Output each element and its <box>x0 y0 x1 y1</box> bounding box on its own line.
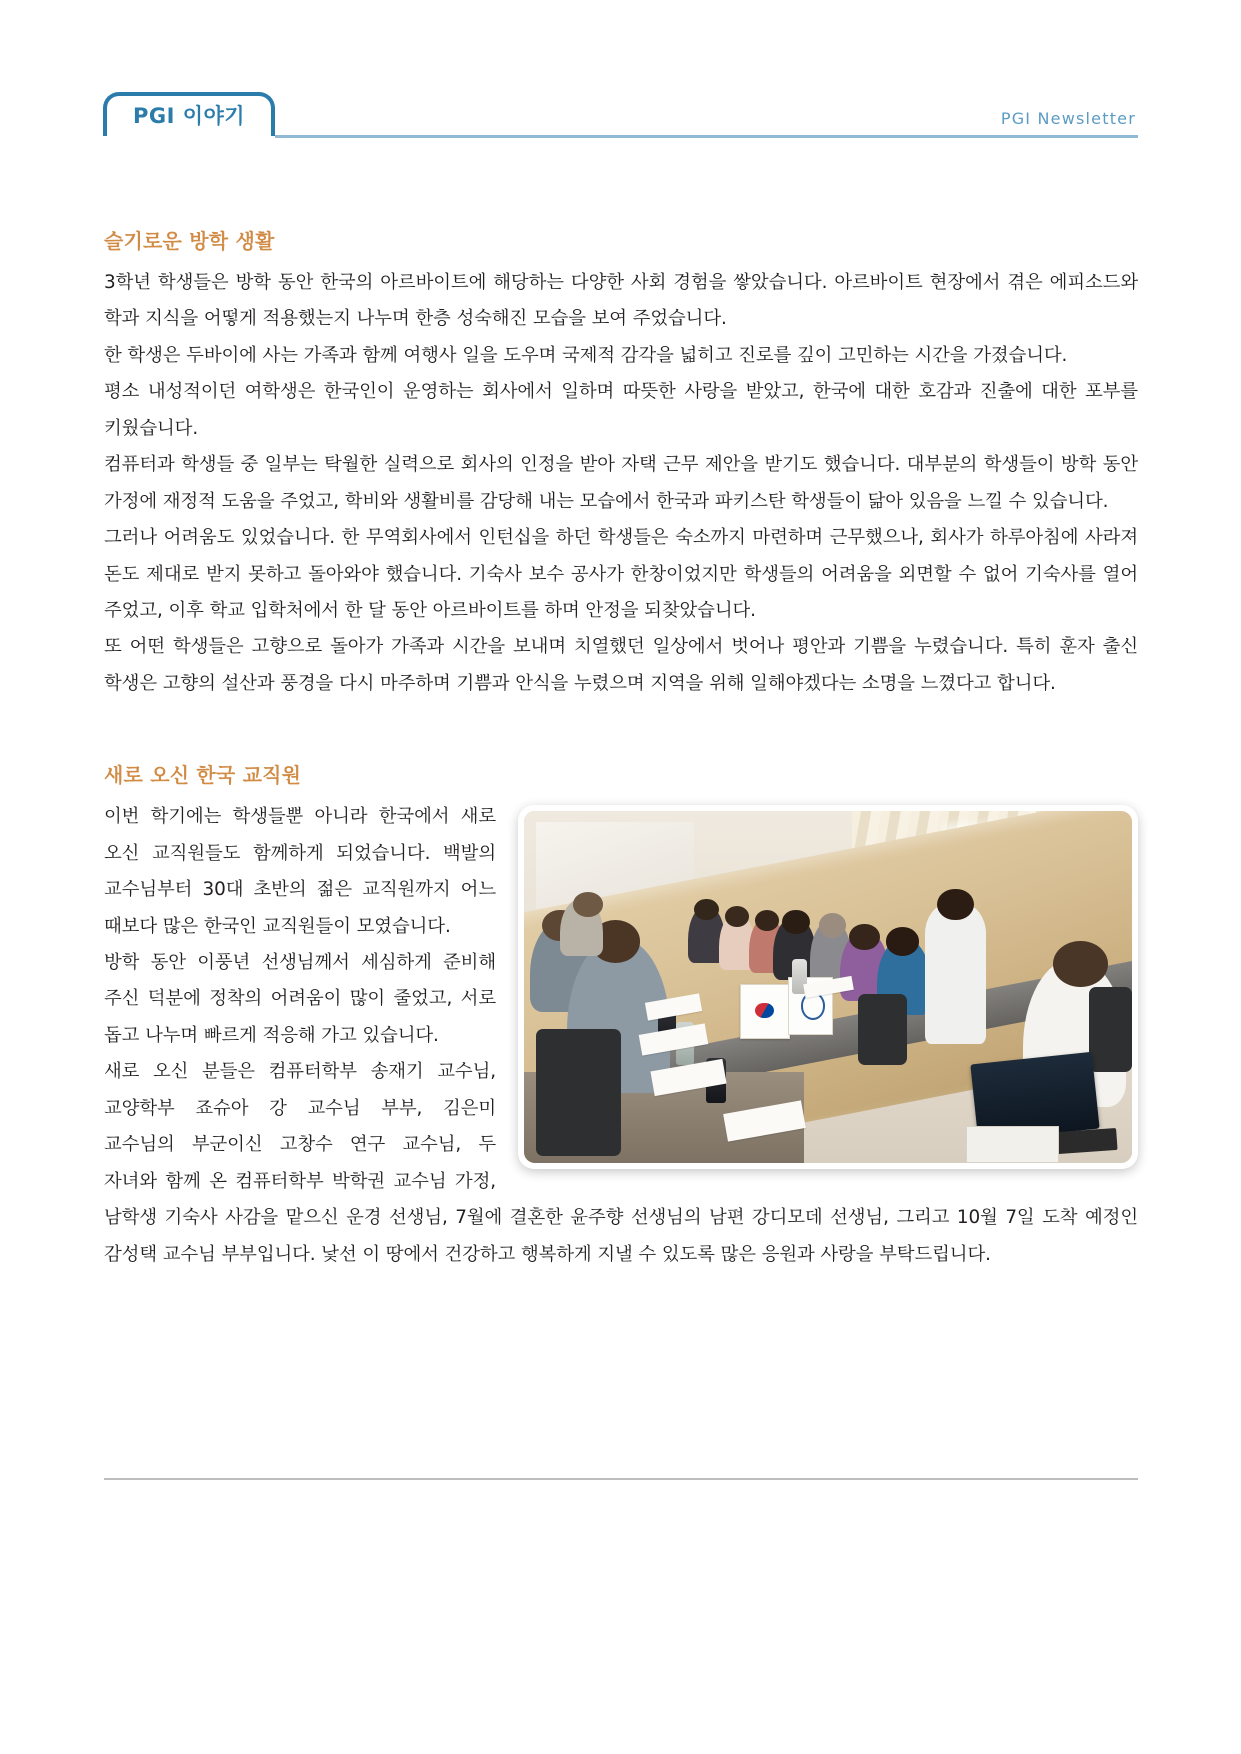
staff-meeting-photo <box>518 805 1138 1169</box>
section-new-staff <box>104 762 1138 1273</box>
page-header <box>103 92 1138 138</box>
section-heading-new-staff: 새로 오신 한국 교직원 <box>104 763 302 788</box>
section-summer-life <box>104 228 1138 702</box>
paragraph: 컴퓨터과 학생들 중 일부는 탁월한 실력으로 회사의 인정을 받아 자택 근무 제안을 받기도 했습니다. 대부분의 학생들이 방학 동안 가정에 재정적 도움을 주었고, 학비와 생활비를 감당해 내는 모습에서 한국과 파키스탄 학생들이 닮아 있음을 느낄 수 있습니다. <box>104 454 1138 512</box>
photo-standing-person <box>925 903 986 1044</box>
header-divider <box>275 135 1138 138</box>
photo-person-head <box>782 910 809 935</box>
article-content <box>104 228 1138 1273</box>
photo-image <box>524 811 1132 1163</box>
photo-person-head <box>694 899 718 920</box>
photo-person-head <box>573 892 603 917</box>
photo-person-head <box>1053 941 1108 987</box>
photo-tissue-box <box>966 1126 1059 1163</box>
paragraph: 그러나 어려움도 있었습니다. 한 무역회사에서 인턴십을 하던 학생들은 숙소까지 마련하며 근무했으나, 회사가 하루아침에 사라져 돈도 제대로 받지 못하고 돌아와야 했습니다. 기숙사 보수 공사가 한창이었지만 학생들의 어려움을 외면할 수 없어 기숙사를 열어 주었고, 이후 학교 입학처에서 한 달 동안 아르바이트를 하며 안정을 되찾았습니다. <box>104 527 1138 621</box>
paragraph: 3학년 학생들은 방학 동안 한국의 아르바이트에 해당하는 다양한 사회 경험을 쌓았습니다. 아르바이트 현장에서 겪은 에피소드와 학과 지식을 어떻게 적용했는지 나누며 한층 성숙해진 모습을 보여 주었습니다. <box>104 272 1138 330</box>
photo-chair <box>536 1029 621 1156</box>
section-heading-summer-life: 슬기로운 방학 생활 <box>104 229 275 253</box>
paragraph: 평소 내성적이던 여학생은 한국인이 운영하는 회사에서 일하며 따뜻한 사랑을 받았고, 한국에 대한 호감과 진출에 대한 포부를 키웠습니다. <box>104 381 1138 439</box>
photo-person-head <box>849 924 879 950</box>
photo-korean-flag <box>740 984 791 1039</box>
photo-person-head <box>755 910 779 931</box>
photo-chair <box>1089 987 1132 1071</box>
footer-divider <box>104 1478 1138 1480</box>
newsletter-brand: PGI Newsletter <box>1000 109 1136 128</box>
photo-chair <box>858 994 907 1064</box>
photo-person-head <box>937 889 973 921</box>
photo-person-head <box>886 927 919 955</box>
section-tab <box>103 92 275 136</box>
paragraph: 한 학생은 두바이에 사는 가족과 함께 여행사 일을 도우며 국제적 감각을 넓히고 진로를 깊이 고민하는 시간을 가졌습니다. <box>104 344 1068 366</box>
section-tab-label: PGI 이야기 <box>132 103 246 128</box>
paragraph: 이번 학기에는 학생들뿐 아니라 한국에서 새로 오신 교직원들도 함께하게 되었습니다. 백발의 교수님부터 30대 초반의 젊은 교직원까지 어느 때보다 많은 한국인 교직원들이 모였습니다. <box>104 806 496 937</box>
photo-person-head <box>819 913 846 938</box>
paragraph: 또 어떤 학생들은 고향으로 돌아가 가족과 시간을 보내며 치열했던 일상에서 벗어나 평안과 기쁨을 누렸습니다. 특히 훈자 출신 학생은 고향의 설산과 풍경을 다시 마주하며 기쁨과 안식을 누렸으며 지역을 위해 일해야겠다는 소명을 느꼈다고 합니다. <box>104 636 1138 694</box>
paragraph: 방학 동안 이풍년 선생님께서 세심하게 준비해 주신 덕분에 정착의 어려움이 많이 줄었고, 서로 돕고 나누며 빠르게 적응해 가고 있습니다. <box>104 952 496 1046</box>
paragraph: 새로 오신 분들은 컴퓨터학부 송재기 교수님, 교양학부 죠슈아 강 교수님 부부, 김은미 교수님의 부군이신 고창수 연구 교수님, 두 자녀와 함께 온 컴퓨터학부 박학권 교수님 가정, 남학생 기숙사 사감을 맡으신 운경 선생님, 7월에 결혼한 윤주향 선생님의 남편 강디모데 선생님, 그리고 10월 7일 도착 예정인 감성택 교수님 부부입니다. 낯선 이 땅에서 건강하고 행복하게 지낼 수 있도록 많은 응원과 사랑을 부탁드립니다. <box>104 1061 1138 1265</box>
